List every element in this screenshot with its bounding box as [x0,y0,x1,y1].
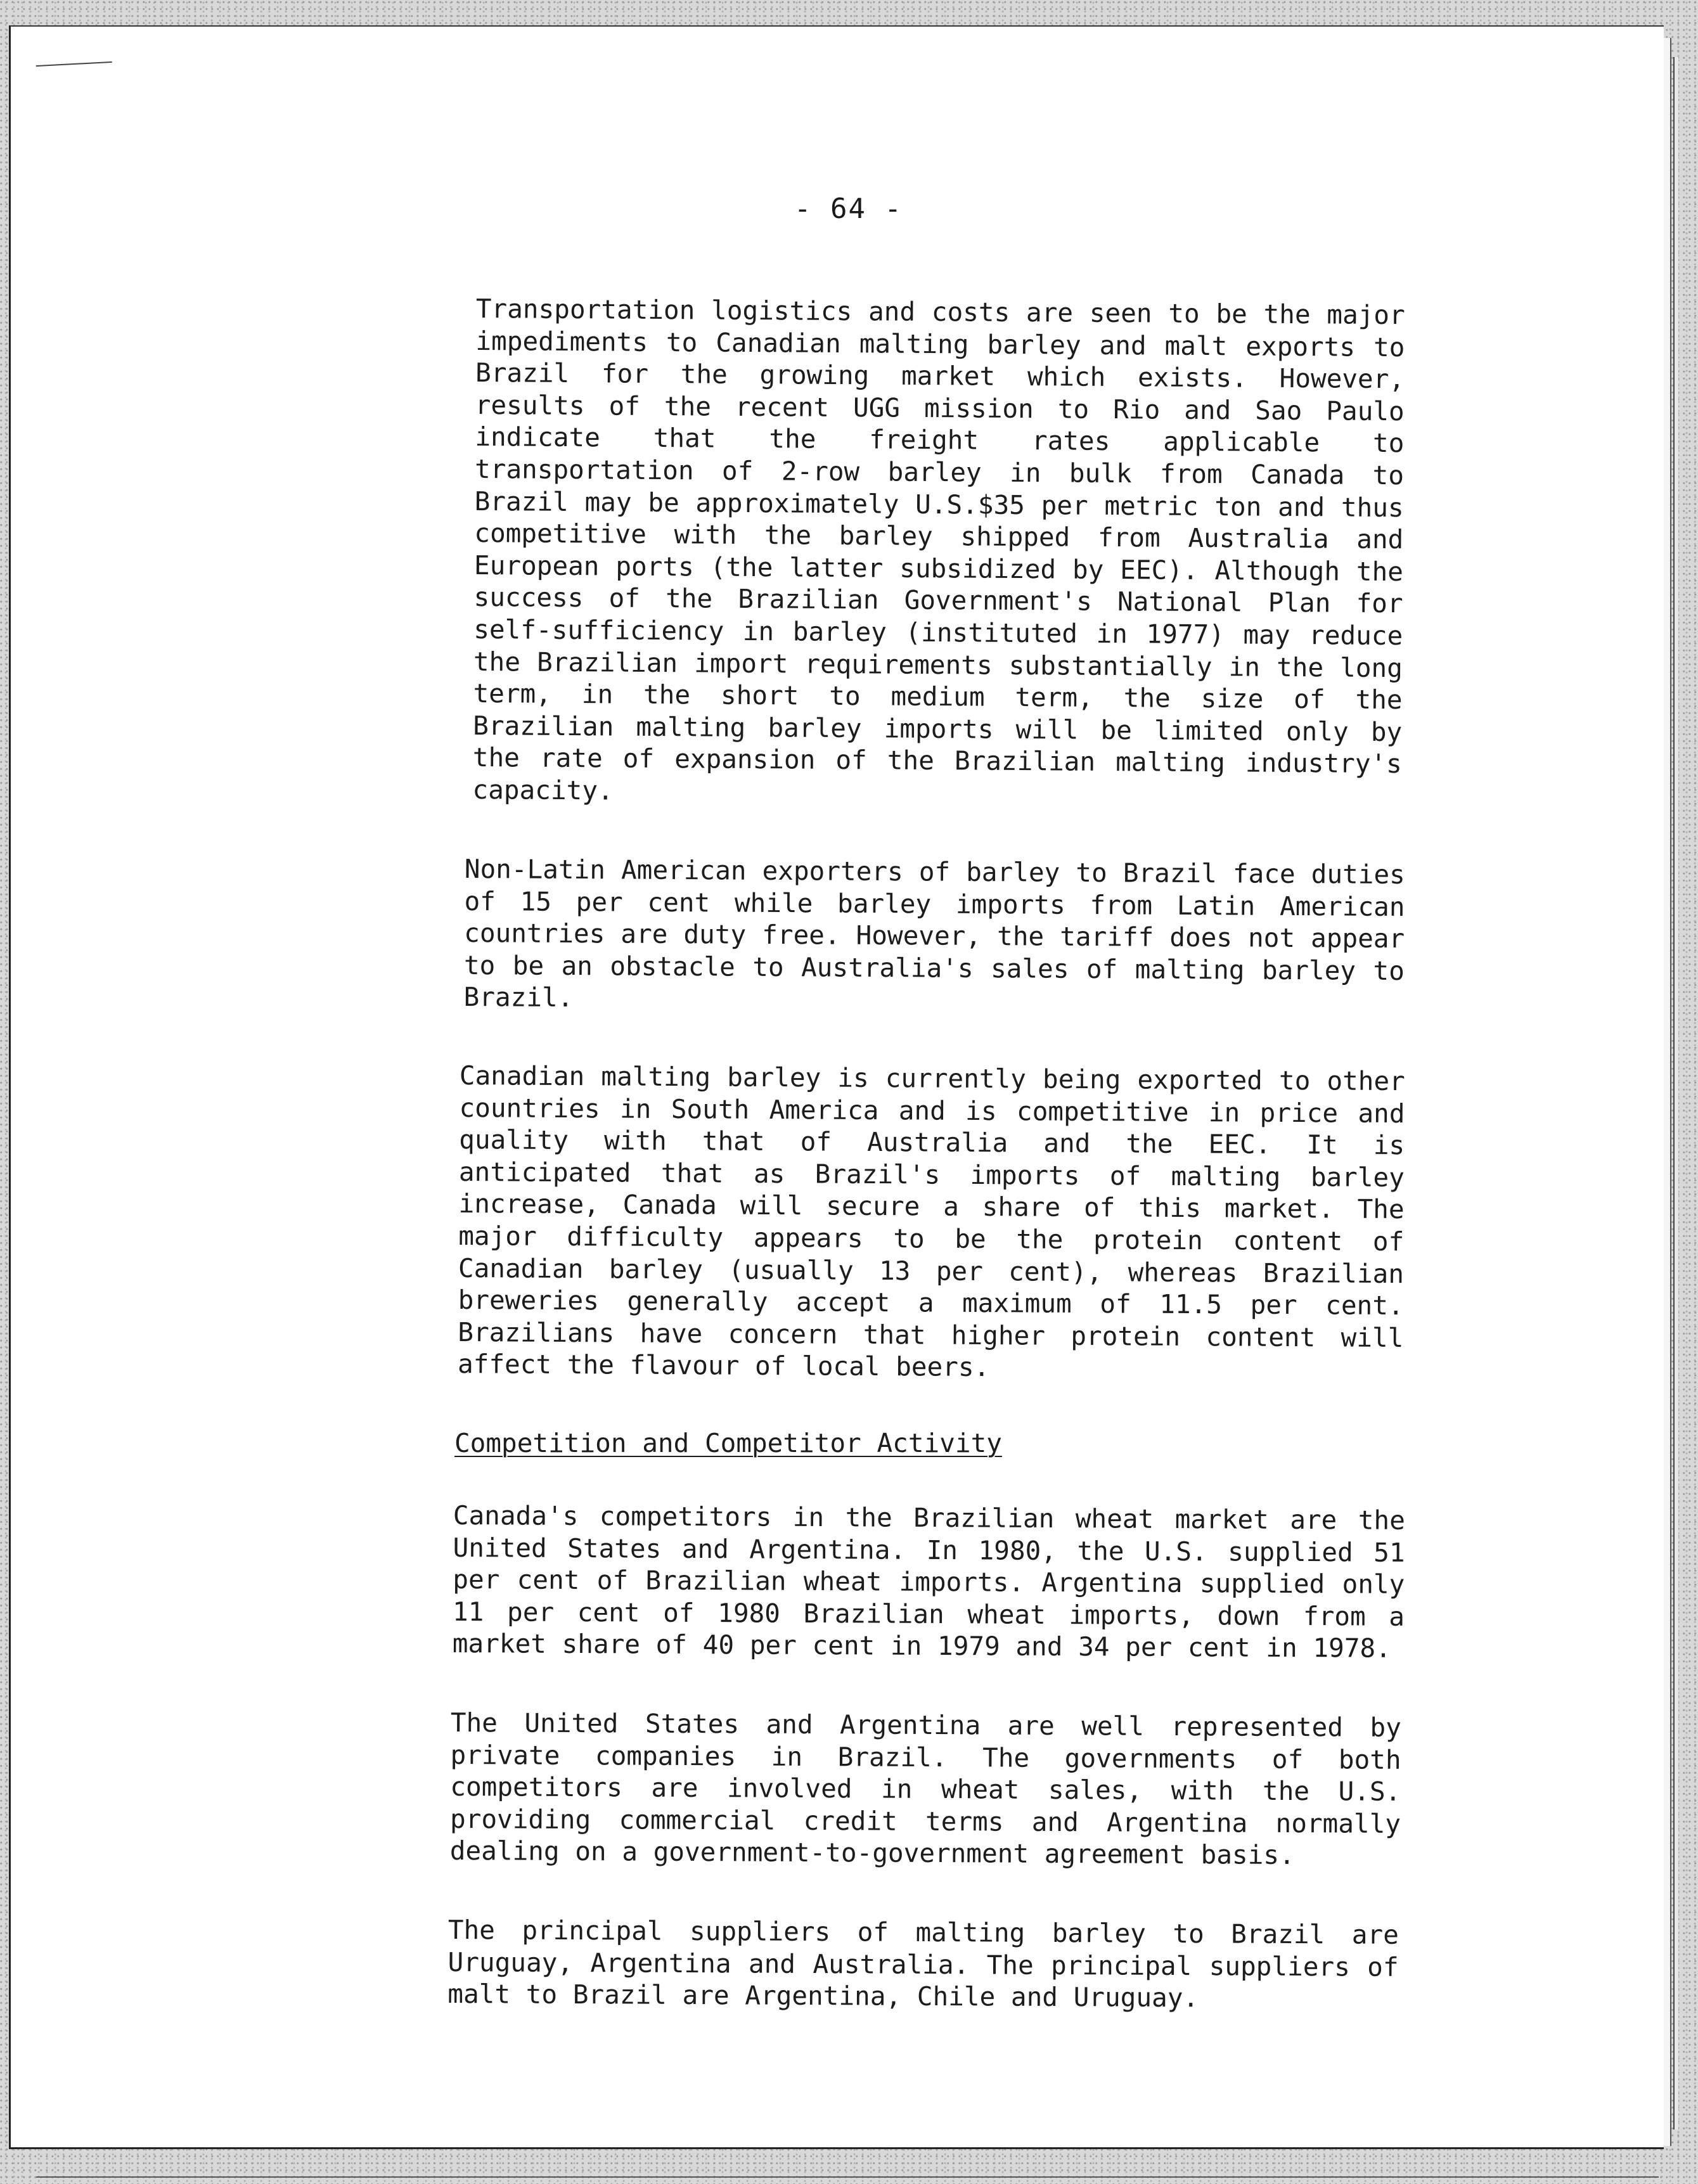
paragraph-canadian-malting-barley: Canadian malting barley is currently being exported to other countries in South America and is competitive in price and quality with that of Australia and the EEC. It is anticipated that as Brazil's imports of malting barley increase, Canada will secure a share of this market. The major difficulty appears to be the protein content of Canadian barley (usually 13 per cent), whereas Brazilian breweries generally accept a maximum of 11.5 per cent. Brazilians have concern that higher protein content will affect the flavour of local beers. [457,1060,1405,1383]
bottom-rule [36,2176,1659,2180]
corner-mark [36,61,112,73]
paragraph-transportation: Transportation logistics and costs are seen to be the major impediments to Canadian malting barley and malt exports to Brazil for the growing market which exists. However, results of the recent UGG mission to Rio and Sao Paulo indicate that the freight rates applicable to transportation of 2-row barley in bulk from Canada to Brazil may be approximately U.S.$35 per metric ton and thus competitive with the barley shipped from Australia and European ports (the latter subsidized by EEC). Although the success of the Brazilian Government's National Plan for self-sufficiency in barley (instituted in 1977) may reduce the Brazilian import requirements substantially in the long term, in the short to medium term, the size of the Brazilian malting barley imports will be limited only by the rate of expansion of the Brazilian malting industry's capacity. [472,293,1405,806]
document-page [9,25,1664,2149]
page-edge-shadow [1673,57,1678,2129]
paragraph-duties: Non-Latin American exporters of barley to Brazil face duties of 15 per cent while barley imports from Latin American countries are duty free. However, the tariff does not appear to be an obstacle to Australia's sales of malting barley to Brazil. [463,853,1405,1013]
section-heading: Competition and Competitor Activity [454,1428,1002,1459]
paragraph-principal-suppliers: The principal suppliers of malting barley to Brazil are Uruguay, Argentina and Australia. The principal suppliers of malt to Brazil are Argentina, Chile and Uruguay. [447,1915,1399,2014]
paragraph-representation: The United States and Argentina are well represented by private companies in Brazil. The governments of both competitors are involved in wheat sales, with the U.S. providing commercial credit terms and Argentina normally dealing on a government-to-government agreement basis. [449,1707,1401,1871]
paragraph-competitors: Canada's competitors in the Brazilian wheat market are the United States and Argentina. In 1980, the U.S. supplied 51 per cent of Brazilian wheat imports. Argentina supplied only 11 per cent of 1980 Brazilian wheat imports, down from a market share of 40 per cent in 1979 and 34 per cent in 1978. [452,1500,1405,1664]
page-number: - 64 - [794,193,903,225]
document-body [448,293,1405,2057]
